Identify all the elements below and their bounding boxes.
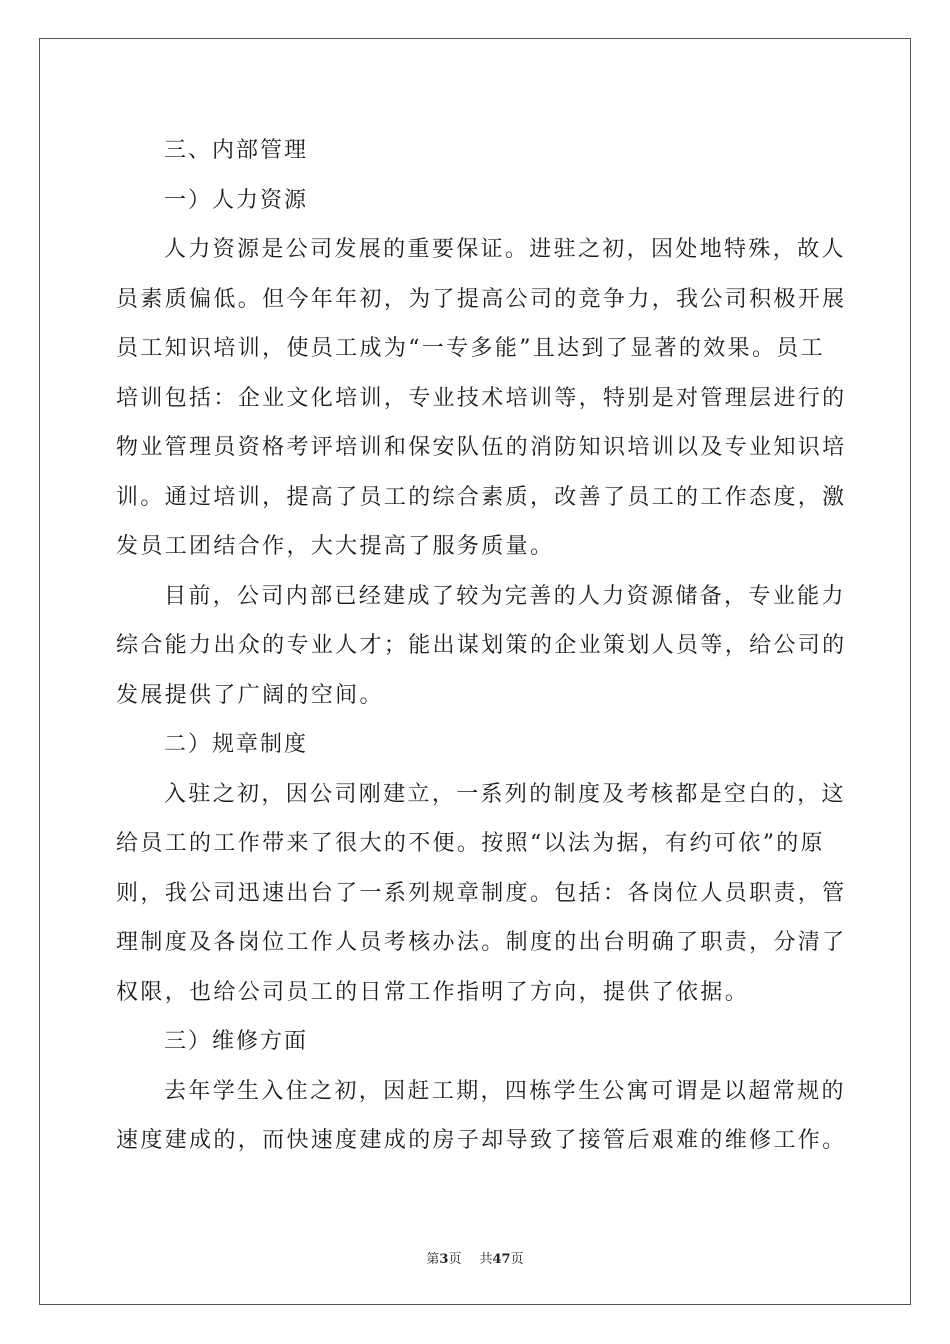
paragraph [116,225,847,572]
section-heading: 一）人力资源 [164,187,309,213]
total-suffix: 页 [510,1252,524,1267]
paragraph-line: 培训包括：企业文化培训，专业技术培训等，特别是对管理层进行的 [116,385,847,411]
paragraph-line: 发展提供了广阔的空间。 [116,682,384,708]
paragraph-line: 去年学生入住之初，因赶工期，四栋学生公寓可谓是以超常规的 [164,1078,846,1104]
paragraph [116,770,847,1018]
page-prefix: 第 [426,1252,440,1267]
paragraph-line: 权限，也给公司员工的日常工作指明了方向，提供了依据。 [116,979,750,1005]
paragraph-line: 综合能力出众的专业人才；能出谋划策的企业策划人员等，给公司的 [116,633,847,658]
paragraph [116,1067,847,1166]
total-pages: 47 [492,1252,511,1267]
page-number: 3 [439,1252,449,1267]
paragraph-line: 训。通过培训，提高了员工的综合素质，改善了员工的工作态度，激 [116,484,847,510]
paragraph-line: 人力资源是公司发展的重要保证。进驻之初，因处地特殊，故人 [164,237,846,262]
paragraph-line: 入驻之初，因公司刚建立，一系列的制度及考核都是空白的，这 [164,781,846,807]
section-heading: 二）规章制度 [164,732,309,757]
paragraph-line: 速度建成的，而快速度建成的房子却导致了接管后艰难的维修工作。 [116,1128,847,1153]
section-heading: 三）维修方面 [164,1029,309,1054]
paragraph-line: 员工知识培训，使员工成为“一专多能”且达到了显著的效果。员工 [116,336,825,361]
total-prefix: 共 [479,1252,493,1267]
paragraph-line: 则，我公司迅速出台了一系列规章制度。包括：各岗位人员职责，管 [116,880,847,906]
section-heading: 三、内部管理 [164,138,309,163]
page-suffix: 页 [448,1252,462,1267]
paragraph-line: 理制度及各岗位工作人员考核办法。制度的出台明确了职责，分清了 [116,930,847,955]
paragraph-line: 物业管理员资格考评培训和保安队伍的消防知识培训以及专业知识培 [116,435,847,460]
paragraph-line: 发员工团结合作，大大提高了服务质量。 [116,534,555,559]
paragraph-line: 目前，公司内部已经建成了较为完善的人力资源储备，专业能力 [164,583,846,609]
paragraph-line: 给员工的工作带来了很大的不便。按照“以法为据，有约可依”的原 [116,831,825,856]
document-body [116,126,847,1166]
paragraph [116,572,847,721]
paragraph-line: 员素质偏低。但今年年初，为了提高公司的竞争力，我公司积极开展 [116,286,847,312]
page-footer [0,1248,950,1267]
